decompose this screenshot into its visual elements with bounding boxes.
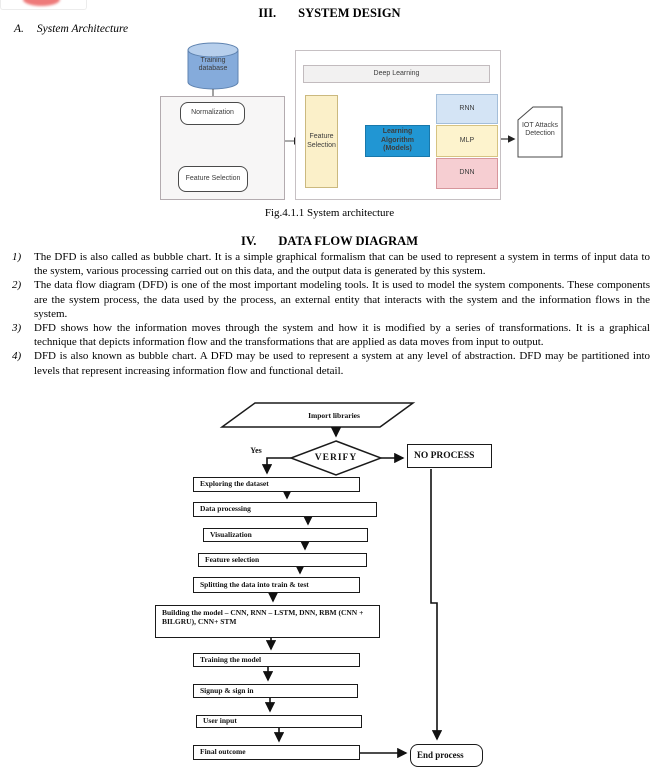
system-architecture-figure	[0, 40, 659, 208]
end-process-box: End process	[410, 744, 483, 767]
rnn-node: RNN	[436, 94, 498, 124]
list-item-number: 2)	[12, 279, 22, 292]
section4-title: DATA FLOW DIAGRAM	[278, 234, 418, 248]
training-database-label: Training database	[198, 56, 228, 72]
import-libraries-label: Import libraries	[308, 410, 360, 420]
step-signup-signin: Signup & sign in	[193, 684, 358, 698]
list-item-text: DFD is also known as bubble chart. A DFD may be used to represent a system at any level of abstraction. DFD may be partitioned into levels that represent increasing information flow and functional detail.	[34, 350, 650, 377]
step-data-processing: Data processing	[193, 502, 377, 517]
step-training-model: Training the model	[193, 653, 360, 667]
subsection-heading-a	[14, 23, 128, 35]
no-process-box: NO PROCESS	[407, 444, 492, 468]
list-item-text: The DFD is also called as bubble chart. It is a simple graphical formalism that can be used to represent a system in terms of input data to the system, various processing carried out on this data, and the output data is generated by this system.	[34, 251, 650, 278]
list-item	[12, 250, 650, 278]
step-final-outcome: Final outcome	[193, 745, 360, 760]
step-building-model: Building the model – CNN, RNN – LSTM, DNN, RBM (CNN + BILGRU), CNN+ STM	[155, 605, 380, 638]
list-item	[12, 321, 650, 349]
list-item-text: DFD shows how the information moves through the system and how it is modified by a series of transformations. It is a graphical technique that depicts information flow and the transformations that are applied as data moves from input to output.	[34, 322, 650, 349]
section4-number: IV.	[241, 234, 257, 248]
step-exploring-dataset: Exploring the dataset	[193, 477, 360, 492]
verify-label: VERIFY	[314, 453, 358, 463]
section-heading-3	[0, 6, 659, 21]
section3-number: III.	[258, 6, 277, 20]
iot-attacks-label: IOT Attacks Detection	[521, 121, 559, 137]
yes-label: Yes	[250, 445, 262, 455]
list-item	[12, 278, 650, 321]
section3-title: SYSTEM DESIGN	[298, 6, 401, 20]
list-item	[12, 349, 650, 377]
dnn-node: DNN	[436, 158, 498, 189]
list-item-number: 1)	[12, 251, 22, 263]
step-user-input: User input	[196, 715, 362, 728]
step-splitting-data: Splitting the data into train & test	[193, 577, 360, 593]
feature-selection-yellow-node: Feature Selection	[305, 95, 338, 188]
normalization-node: Normalization	[180, 102, 245, 125]
figure-caption: Fig.4.1.1 System architecture	[264, 207, 395, 219]
section-heading-4	[0, 234, 659, 249]
mlp-node: MLP	[436, 125, 498, 157]
subsection-title: System Architecture	[36, 23, 129, 35]
step-visualization: Visualization	[203, 528, 368, 542]
dfd-description-list	[12, 250, 650, 378]
data-flow-diagram	[0, 398, 659, 776]
learning-algorithm-node: Learning Algorithm (Models)	[365, 125, 430, 157]
deep-learning-header: Deep Learning	[303, 65, 490, 83]
list-item-number: 4)	[12, 350, 22, 363]
list-item-number: 3)	[12, 322, 22, 335]
step-feature-selection: Feature selection	[198, 553, 367, 567]
list-item-text: The data flow diagram (DFD) is one of the most important modeling tools. It is used to model the system components. These components are the system process, the data used by the process, an external entity that interacts with the system and the information flows in the system.	[34, 279, 650, 320]
subsection-number: A.	[14, 23, 24, 35]
feature-selection-node: Feature Selection	[178, 166, 248, 192]
